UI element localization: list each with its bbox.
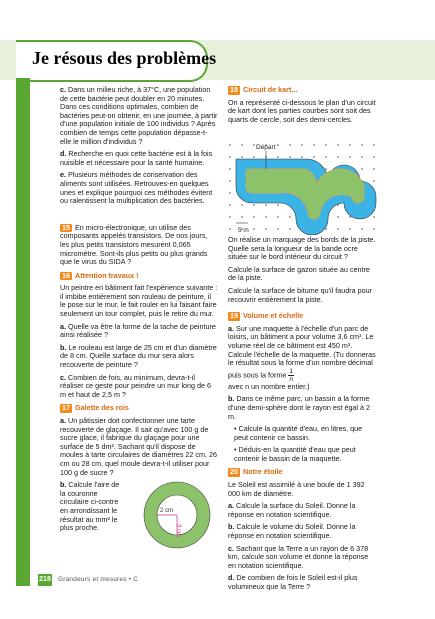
exercise-20-b: b. Calcule le volume du Soleil. Donne la réponse en notation scientifique.: [228, 522, 356, 541]
exercise-18-p3: Calcule la surface de bitume qu'il faudra pour recouvrir entièrement la piste.: [228, 285, 373, 304]
grid-dot: [277, 144, 279, 146]
exercise-19-b1: • Calcule la quantité d'eau, en litres, que peut contenir ce bassin.: [234, 424, 363, 442]
exercise-20-intro: Le Soleil est assimilé à une boule de 1 392 000 km de diamètre.: [228, 480, 365, 498]
grid-dot: [337, 156, 339, 158]
grid-dot: [325, 156, 327, 158]
grid-dot: [301, 156, 303, 158]
right-column-lower: [228, 236, 378, 596]
grid-dot: [241, 144, 243, 146]
item-c: c. Dans un milieu riche, à 37°C, une population de cette bactérie peut doubler en 20 minutes. Dans ces conditions optimales, combien de bactéries peut-on obtenir, en une journée, à partir d'une population initiale de 100 individus ? Après combien de temps cette population dépasse-t-elle le million d'individus ?: [60, 85, 218, 146]
grid-dot: [373, 156, 375, 158]
grid-dot: [229, 192, 231, 194]
grid-dot: [265, 228, 267, 230]
grid-dot: [337, 144, 339, 146]
exercise-number: 19: [230, 311, 238, 321]
grid-dot: [325, 228, 327, 230]
exercise-16-heading: 16 Attention travaux !: [62, 270, 139, 280]
grid-dot: [289, 156, 291, 158]
grid-dot: [373, 180, 375, 182]
exercise-16-c: c. Combien de fois, au minimum, devra-t-il réaliser ce geste pour peindre un mur long de 6 m et haut de 2,5 m ?: [60, 372, 212, 399]
exercise-17-heading: 17 Galette des rois: [62, 403, 129, 413]
left-margin-bar: [16, 78, 30, 586]
grid-dot: [253, 204, 255, 206]
grid-dot: [253, 228, 255, 230]
exercise-20-c: c. Sachant que la Terre a un rayon de 6 378 km, calcule son volume et donne la réponse en notation scientifique.: [228, 543, 369, 570]
exercise-16-text: Un peintre en bâtiment fait l'expérience suivante : il imbibe entièrement son rouleau de peinture, il le pose sur le mur, le fait rouler en lui faisant faire seulement un tour complet, puis le retire du mur.: [60, 283, 218, 319]
grid-dot: [229, 204, 231, 206]
exercise-18-p1: On réalise un marquage des bords de la piste. Quelle sera la longueur de la bande ocre située sur le bord intérieur du circuit ?: [228, 235, 376, 262]
grid-dot: [229, 144, 231, 146]
start-label: Départ: [256, 144, 276, 151]
grid-dot: [325, 144, 327, 146]
section-label: Grandeurs et mesures • C: [58, 576, 139, 583]
grid-dot: [349, 144, 351, 146]
item-e: e. Plusieurs méthodes de conservation des aliments sont utilisées. Retrouves-en quelques unes et explique pourquoi ces méthodes évitent ou ralentissent la multiplication des bactéries.: [60, 170, 213, 206]
exercise-20-d: d. De combien de fois le Soleil est-il plus volumineux que la Terre ?: [228, 573, 358, 591]
grid-dot: [289, 144, 291, 146]
grid-dot: [325, 168, 327, 170]
item-d: d. Recherche en quoi cette bactérie est à la fois nuisible et nécessaire pour la santé humaine.: [60, 149, 213, 167]
exercise-19-b: b. Dans ce même parc, un bassin a la forme d'une demi-sphère dont le rayon est égal à 2 m.: [228, 394, 371, 421]
exercise-15: 15 En micro-électronique, un utilise des composants appelés transistors. De nos jours, les plus petits transistors mesurent 0,065 micromètre. Sont-ils plus petits ou plus grands que le virus du SIDA ?: [60, 222, 208, 267]
grid-dot: [277, 156, 279, 158]
exercise-16-b: b. Le rouleau est large de 25 cm et d'un diamètre de 8 cm. Quelle surface du mur sera alors recouverte de peinture ?: [60, 342, 217, 370]
ring-label-inner: 3 cm: [175, 524, 181, 538]
exercise-18-heading: 18 Circuit de kart...: [230, 85, 298, 94]
exercise-number: 16: [62, 270, 70, 280]
exercise-20-heading: 20 Notre étoile: [230, 467, 283, 477]
grid-dot: [289, 228, 291, 230]
grid-dot: [253, 144, 255, 146]
exercise-number: 18: [230, 85, 238, 94]
grid-dot: [241, 156, 243, 158]
exercise-18-p2: Calcule la surface de gazon située au centre de la piste.: [228, 264, 370, 283]
grid-dot: [373, 168, 375, 170]
right-column: [228, 86, 378, 128]
page-number: 218: [38, 574, 52, 586]
ring-figure: [140, 478, 214, 552]
grid-dot: [313, 156, 315, 158]
kart-circuit-figure: [226, 137, 386, 235]
grid-dot: [253, 216, 255, 218]
exercise-19-a: a. Sur une maquette à l'échelle d'un parc de loisirs, un bâtiment a pour volume 3,6 cm³. Le volume réel de ce bâtiment est 450 m³. Calcule l'échelle de la maquette. (Tu donneras le résultat sous la forme d'un nombre décimal puis sous la forme $\frac{1}{n}$ avec n un nombre entier.): [228, 323, 376, 391]
grid-dot: [337, 228, 339, 230]
exercise-17-a: a. Un pâtissier doit confectionner une tarte recouverte de glaçage. Il sait qu'avec 100 g de sucre glace, il fabrique du glaçage pour une surface de 5 dm². Sachant qu'il dispose de moules à tarte circulaires de diamètres 22 cm, 26 cm ou 28 cm, quel moule devra-t-il utiliser pour 100 g de sucre ?: [60, 416, 217, 477]
grid-dot: [289, 216, 291, 218]
left-column: [60, 86, 218, 537]
grid-dot: [337, 216, 339, 218]
exercise-number: 20: [230, 467, 238, 477]
exercise-17-b: b. Calcule l'aire de la couronne circulaire ci-contre en arrondissant le résultat au mm² le plus proche.: [60, 480, 120, 533]
grid-dot: [373, 144, 375, 146]
fraction: $\frac{1}{n}$: [289, 367, 293, 383]
grid-dot: [277, 204, 279, 206]
grid-dot: [301, 144, 303, 146]
grid-dot: [349, 156, 351, 158]
grid-dot: [265, 204, 267, 206]
grid-dot: [229, 156, 231, 158]
grid-dot: [277, 228, 279, 230]
grid-dot: [229, 216, 231, 218]
grid-dot: [361, 144, 363, 146]
grid-dot: [253, 156, 255, 158]
page-title: Je résous des problèmes: [32, 48, 217, 68]
grid-dot: [349, 216, 351, 218]
grid-dot: [313, 144, 315, 146]
exercise-18-text: On a représenté ci-dessous le plan d'un circuit de kart dont les parties courbes sont soit des quarts de cercle, soit des demi-cercles.: [228, 97, 376, 124]
grid-dot: [277, 216, 279, 218]
exercise-16-a: a. Quelle va être la forme de la tache de peinture ainsi réalisée ?: [60, 321, 216, 340]
exercise-number: 17: [62, 403, 70, 413]
grid-dot: [373, 228, 375, 230]
grid-dot: [373, 216, 375, 218]
grid-dot: [265, 216, 267, 218]
grid-dot: [229, 168, 231, 170]
grid-dot: [229, 228, 231, 230]
grid-dot: [241, 216, 243, 218]
exercise-number: 15: [62, 222, 70, 232]
grid-dot: [361, 228, 363, 230]
exercise-19-b2: • Déduis-en la quantité d'eau que peut contenir le bassin de la maquette.: [234, 445, 356, 463]
grid-dot: [349, 228, 351, 230]
ring-label-outer: 2 cm: [160, 508, 174, 514]
grid-dot: [361, 168, 363, 170]
exercise-19-heading: 19 Volume et échelle: [230, 311, 304, 321]
exercise-20-a: a. Calcule la surface du Soleil. Donne la réponse en notation scientifique.: [228, 501, 356, 519]
grid-dot: [361, 156, 363, 158]
grid-dot: [229, 180, 231, 182]
grid-dot: [241, 204, 243, 206]
scale-label: 5 m: [238, 227, 249, 234]
